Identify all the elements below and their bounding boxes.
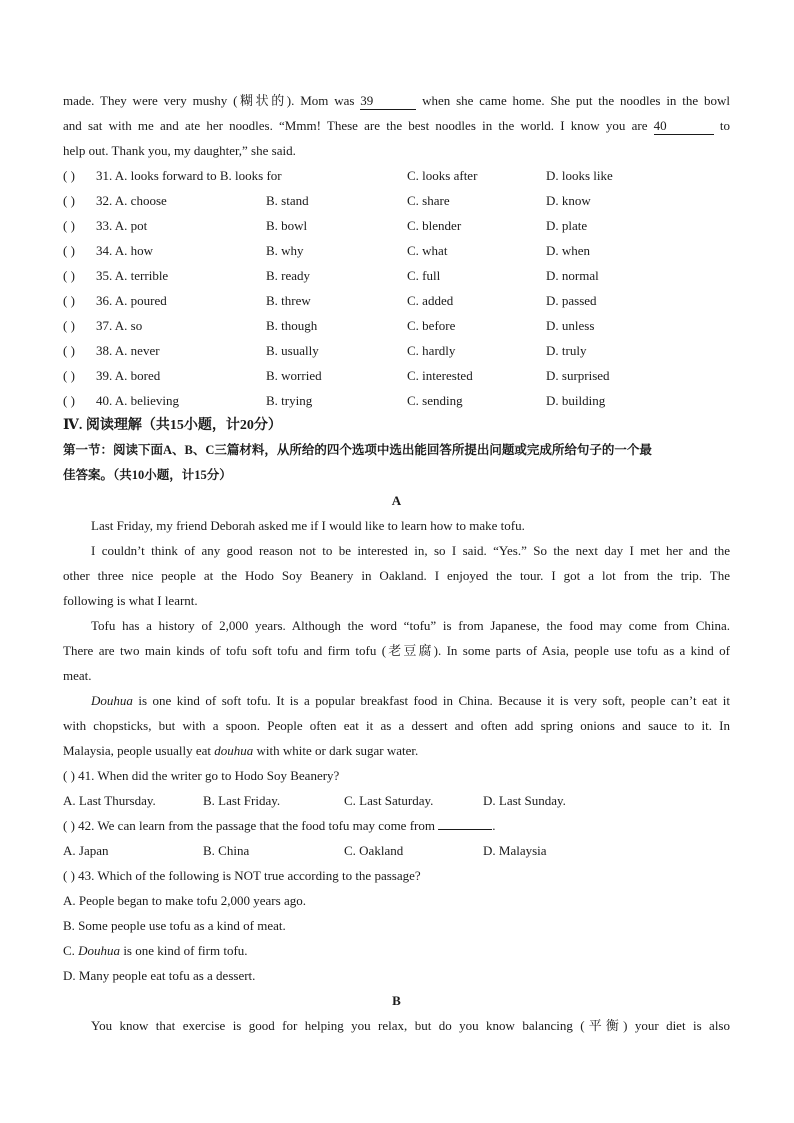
option-d: D. truly	[546, 343, 587, 358]
cloze-text: to	[713, 118, 730, 133]
question-stem: 32. A. choose	[96, 193, 167, 208]
passage-a-para-3: Tofu has a history of 2,000 years. Although the word “tofu” is from Japanese, the food may come from China.	[91, 618, 730, 633]
passage-a-para-4	[63, 688, 730, 713]
section-title: Ⅳ. 阅读理解（共15小题，计20分）	[63, 418, 282, 433]
option-d: D. building	[546, 393, 606, 408]
passage-text: with white or dark sugar water.	[253, 743, 419, 758]
question-42	[63, 813, 730, 838]
option-text: is one kind of firm tofu.	[120, 943, 248, 958]
cloze-text: and sat with me and ate her noodles. “Mmm! These are the best noodles in the world. I know you are	[63, 118, 654, 133]
option-b: B. stand	[266, 193, 309, 208]
italic-word: Douhua	[78, 943, 121, 958]
question-36	[63, 288, 730, 313]
answer-bracket[interactable]: ( )	[63, 193, 75, 208]
question-31	[63, 163, 730, 188]
question-34	[63, 238, 730, 263]
passage-b-para-1: You know that exercise is good for helping you relax, but do you know balancing (平衡) your diet is also	[91, 1018, 730, 1033]
option-b: B. Some people use tofu as a kind of meat.	[63, 918, 286, 933]
option-c: C. full	[407, 268, 441, 283]
italic-word: Douhua	[91, 693, 133, 708]
question-stem: 35. A. terrible	[96, 268, 169, 283]
question-37	[63, 313, 730, 338]
passage-a-para-2-cont: other three nice people at the Hodo Soy Beanery in Oakland. I enjoyed the tour. I got a lot from the trip. The	[63, 568, 730, 583]
blank-40: 40	[654, 118, 714, 135]
answer-bracket[interactable]: ( )	[63, 218, 75, 233]
option-c: C. before	[407, 318, 456, 333]
cloze-line-2	[63, 113, 730, 138]
option-b: B. worried	[266, 368, 322, 383]
option-c: C. Oakland	[344, 843, 404, 858]
question-40	[63, 388, 730, 413]
option-d: D. Many people eat tofu as a dessert.	[63, 968, 256, 983]
option-label: C.	[63, 943, 79, 958]
question-42-options	[63, 838, 730, 863]
question-stem: 39. A. bored	[96, 368, 161, 383]
option-b: B. China	[203, 843, 250, 858]
option-b: B. though	[266, 318, 318, 333]
cloze-text: when she came home. She put the noodles in the bowl	[416, 93, 730, 108]
option-d: D. normal	[546, 268, 599, 283]
question-stem: 37. A. so	[96, 318, 143, 333]
option-d: D. know	[546, 193, 591, 208]
question-stem: 36. A. poured	[96, 293, 167, 308]
passage-a-para-2-end: following is what I learnt.	[63, 593, 198, 608]
question-stem: 38. A. never	[96, 343, 160, 358]
cloze-line-1	[63, 88, 730, 113]
question-stem: 34. A. how	[96, 243, 154, 258]
option-d: D. surprised	[546, 368, 610, 383]
passage-b-heading: B	[392, 993, 401, 1008]
answer-bracket[interactable]: ( )	[63, 243, 75, 258]
option-c: C. what	[407, 243, 448, 258]
answer-bracket[interactable]: ( )	[63, 168, 75, 183]
option-b: B. why	[266, 243, 304, 258]
passage-a-para-3-end: meat.	[63, 668, 92, 683]
question-stem: 33. A. pot	[96, 218, 148, 233]
question-stem-end: .	[492, 818, 496, 833]
option-d: D. Last Sunday.	[483, 793, 566, 808]
option-a: A. People began to make tofu 2,000 years ago.	[63, 893, 306, 908]
passage-a-para-2: I couldn’t think of any good reason not to be interested in, so I said. “Yes.” So the next day I met her and the	[91, 543, 730, 558]
option-a: A. Last Thursday.	[63, 793, 156, 808]
cloze-line-3: help out. Thank you, my daughter,” she said.	[63, 143, 296, 158]
option-c: C. blender	[407, 218, 462, 233]
option-c: C. share	[407, 193, 450, 208]
option-c: C. sending	[407, 393, 463, 408]
option-b: B. threw	[266, 293, 311, 308]
option-d: D. Malaysia	[483, 843, 547, 858]
passage-a-para-3-cont: There are two main kinds of tofu soft tofu and firm tofu (老豆腐). In some parts of Asia, people use tofu as a kind of	[63, 643, 730, 658]
option-c: C. Last Saturday.	[344, 793, 434, 808]
option-d: D. when	[546, 243, 591, 258]
question-35	[63, 263, 730, 288]
passage-text: is one kind of soft tofu. It is a popular breakfast food in China. Because it is very soft, people can’t eat it	[132, 693, 730, 708]
question-33	[63, 213, 730, 238]
option-d: D. looks like	[546, 168, 613, 183]
blank-39: 39	[360, 93, 416, 110]
answer-bracket[interactable]: ( )	[63, 393, 75, 408]
option-d: D. passed	[546, 293, 597, 308]
passage-a-para-4-end	[63, 738, 730, 763]
question-stem: ( ) 42. We can learn from the passage that the food tofu may come from	[63, 818, 439, 833]
question-43: ( ) 43. Which of the following is NOT true according to the passage?	[63, 868, 421, 883]
option-c: C. interested	[407, 368, 473, 383]
answer-blank	[438, 815, 492, 830]
option-b: B. ready	[266, 268, 311, 283]
option-b: B. bowl	[266, 218, 308, 233]
option-c: C. looks after	[407, 168, 478, 183]
option-c	[63, 938, 730, 963]
cloze-text: made. They were very mushy (糊状的). Mom was	[63, 93, 361, 108]
passage-text: Malaysia, people usually eat	[63, 743, 215, 758]
answer-bracket[interactable]: ( )	[63, 318, 75, 333]
answer-bracket[interactable]: ( )	[63, 368, 75, 383]
option-a: A. Japan	[63, 843, 109, 858]
question-39	[63, 363, 730, 388]
answer-bracket[interactable]: ( )	[63, 268, 75, 283]
question-stem: 40. A. believing	[96, 393, 180, 408]
option-d: D. plate	[546, 218, 588, 233]
option-b: B. usually	[266, 343, 319, 358]
option-d: D. unless	[546, 318, 595, 333]
answer-bracket[interactable]: ( )	[63, 293, 75, 308]
option-b: B. trying	[266, 393, 313, 408]
italic-word: douhua	[214, 743, 254, 758]
question-38	[63, 338, 730, 363]
option-b: B. Last Friday.	[203, 793, 281, 808]
question-41: ( ) 41. When did the writer go to Hodo Soy Beanery?	[63, 768, 340, 783]
page-content	[63, 88, 730, 1038]
question-41-options	[63, 788, 730, 813]
section-instructions: 第一节：阅读下面A、B、C三篇材料，从所给的四个选项中选出能回答所提出问题或完成所给句子的一个最	[63, 443, 652, 457]
question-stem: 31. A. looks forward to B. looks for	[96, 168, 282, 183]
question-32	[63, 188, 730, 213]
option-c: C. hardly	[407, 343, 456, 358]
option-c: C. added	[407, 293, 454, 308]
answer-bracket[interactable]: ( )	[63, 343, 75, 358]
section-instructions-cont: 佳答案。（共10小题，计15分）	[63, 468, 232, 482]
passage-a-para-4-cont: with chopsticks, but with a spoon. People often eat it as a dessert and often add spring onions and sauce to it. In	[63, 718, 730, 733]
passage-a-heading: A	[391, 493, 402, 508]
passage-a-para-1: Last Friday, my friend Deborah asked me if I would like to learn how to make tofu.	[91, 518, 525, 533]
